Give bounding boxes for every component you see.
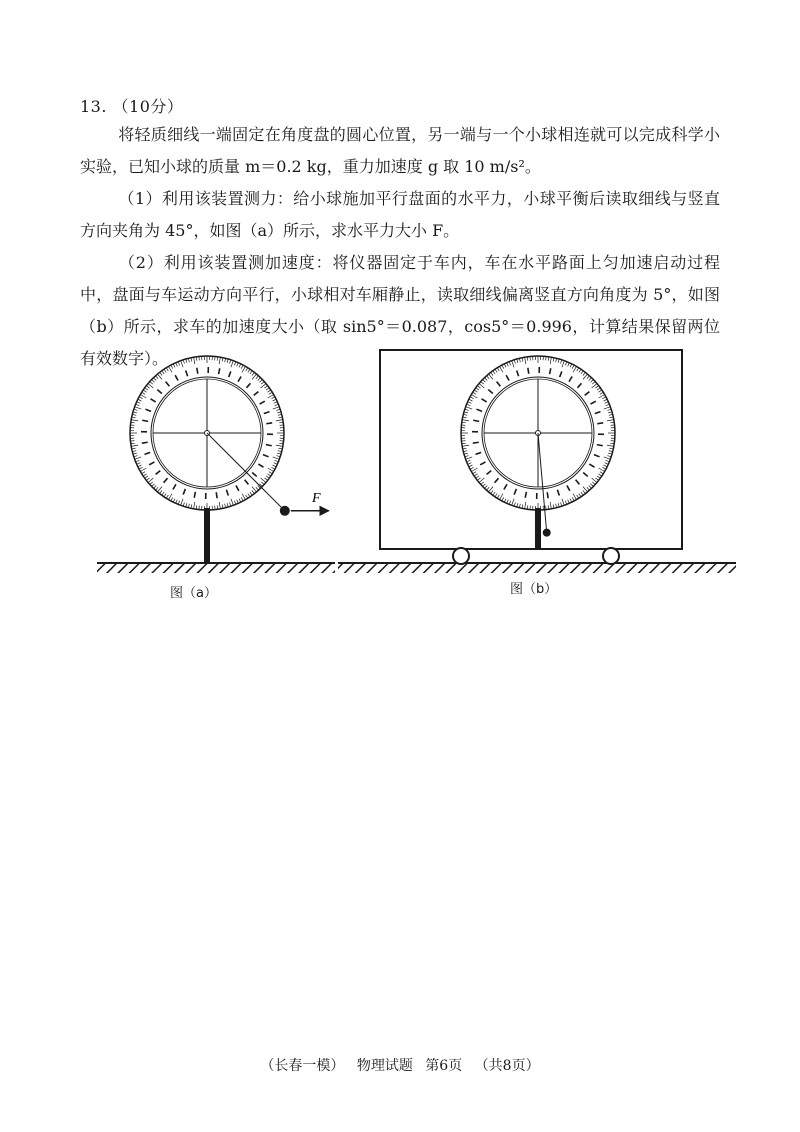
ground-a <box>97 564 335 573</box>
question-points: （10分） <box>112 97 184 116</box>
car-wheel-left <box>453 548 469 564</box>
question-header <box>80 94 183 117</box>
stand-pole-b <box>535 508 541 549</box>
figure-diagrams <box>0 340 800 610</box>
ground-b <box>338 564 736 573</box>
question-number: 13. <box>80 97 107 116</box>
intro-paragraph <box>80 119 720 183</box>
part2-text: （2）利用该装置测加速度：将仪器固定于车内，车在水平路面上匀加速启动过程中，盘面与车运动方向平行，小球相对车厢静止，读取细线偏离竖直方向角度为 5°，如图（b）所示，求车的加速度大小（取 sin5°＝0.087，cos5°＝0.996，计算结果保留两位有效数字）。 <box>80 253 720 368</box>
footer-total: （共8页） <box>474 1058 540 1074</box>
footer-exam: （长春一模） <box>260 1058 345 1074</box>
footer-subject: 物理试题 <box>356 1058 413 1074</box>
footer-page: 第6页 <box>425 1058 463 1074</box>
caption-a: 图（a） <box>170 586 217 601</box>
ball-b <box>543 529 551 537</box>
figure-b <box>338 350 736 573</box>
page-footer <box>0 1055 800 1075</box>
ball-a <box>280 506 290 516</box>
part1-text: （1）利用该装置测力：给小球施加平行盘面的水平力，小球平衡后读取细线与竖直方向夹角为 45°，如图（a）所示，求水平力大小 F。 <box>80 189 720 240</box>
intro-text: 将轻质细线一端固定在角度盘的圆心位置，另一端与一个小球相连就可以完成科学小实验，已知小球的质量 m＝0.2 kg，重力加速度 g 取 10 m/s²。 <box>80 125 720 176</box>
stand-pole-a <box>204 508 210 564</box>
car-wheel-right <box>603 548 619 564</box>
figure-a <box>97 356 335 573</box>
caption-b: 图（b） <box>510 582 558 597</box>
force-label: F <box>312 491 321 506</box>
part1-paragraph <box>80 183 720 247</box>
